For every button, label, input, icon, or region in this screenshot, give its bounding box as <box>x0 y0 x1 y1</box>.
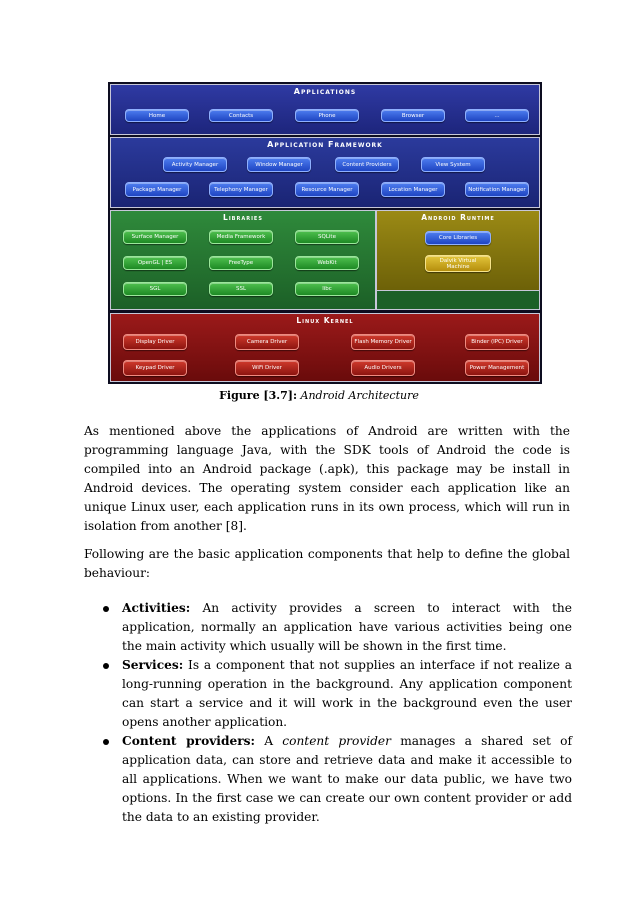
lib-webkit: WebKit <box>295 256 359 270</box>
libraries-layer <box>110 210 376 310</box>
lib-surface-manager: Surface Manager <box>123 230 187 244</box>
rt-dalvik-vm: Dalvik Virtual Machine <box>425 255 491 272</box>
paragraph-architecture: As mentioned above the applications of Android are written with the programming language Java, with the SDK tools of Android the code is compiled into an Android package (.apk), this package may be install in Android devices. The operating system consider each application like an unique Linux user, each application runs in its own process, which will run in isolation from another [8]. <box>84 424 570 533</box>
fw-telephony-manager: Telephony Manager <box>209 182 273 197</box>
bullet-dot <box>103 663 109 669</box>
android-architecture-diagram <box>108 82 542 384</box>
list-item-activities <box>100 599 572 656</box>
desc-content-providers-pre: A <box>264 734 274 748</box>
app-contacts: Contacts <box>209 109 273 122</box>
figure-caption-label: Figure [3.7]: <box>219 389 298 402</box>
rt-core-libraries: Core Libraries <box>425 231 491 245</box>
app-browser: Browser <box>381 109 445 122</box>
kernel-display-driver: Display Driver <box>123 334 187 350</box>
fw-notification-manager: Notification Manager <box>465 182 529 197</box>
app-phone: Phone <box>295 109 359 122</box>
figure-caption <box>0 389 638 402</box>
applications-layer-title: Applications <box>293 87 357 96</box>
applications-layer <box>110 84 540 135</box>
lib-sgl: SGL <box>123 282 187 296</box>
app-more: ... <box>465 109 529 122</box>
libraries-layer-extension <box>376 291 540 310</box>
libraries-layer-title: Libraries <box>223 213 263 222</box>
fw-location-manager: Location Manager <box>381 182 445 197</box>
desc-activities: An activity provides a screen to interact with the application, normally an application have various activities being one the main activity which usually will be shown in the first time. <box>122 601 572 653</box>
lib-libc: libc <box>295 282 359 296</box>
fw-activity-manager: Activity Manager <box>163 157 227 172</box>
fw-view-system: View System <box>421 157 485 172</box>
app-home: Home <box>125 109 189 122</box>
fw-package-manager: Package Manager <box>125 182 189 197</box>
bullet-dot <box>103 739 109 745</box>
fw-resource-manager: Resource Manager <box>295 182 359 197</box>
lib-freetype: FreeType <box>209 256 273 270</box>
kernel-flash-memory-driver: Flash Memory Driver <box>351 334 415 350</box>
fw-content-providers: Content Providers <box>335 157 399 172</box>
kernel-wifi-driver: WiFi Driver <box>235 360 299 376</box>
paragraph-components-intro: Following are the basic application components that help to define the global behaviour: <box>84 547 570 580</box>
runtime-layer <box>376 210 540 291</box>
kernel-power-management: Power Management <box>465 360 529 376</box>
desc-content-providers-em: content provider <box>282 734 391 748</box>
bullet-dot <box>103 606 109 612</box>
kernel-layer-title: Linux Kernel <box>296 316 354 325</box>
desc-services: Is a component that not supplies an interface if not realize a long-running operation in the background. Any application component can start a service and it will work in the background even the user opens another application. <box>122 658 572 729</box>
lib-sqlite: SQLite <box>295 230 359 244</box>
lib-media-framework: Media Framework <box>209 230 273 244</box>
lib-ssl: SSL <box>209 282 273 296</box>
kernel-audio-drivers: Audio Drivers <box>351 360 415 376</box>
kernel-keypad-driver: Keypad Driver <box>123 360 187 376</box>
kernel-layer <box>110 313 540 382</box>
components-list <box>100 599 572 827</box>
term-activities: Activities: <box>122 601 191 615</box>
term-services: Services: <box>122 658 184 672</box>
framework-layer-title: Application Framework <box>267 140 383 149</box>
fw-window-manager: Window Manager <box>247 157 311 172</box>
kernel-binder-driver: Binder (IPC) Driver <box>465 334 529 350</box>
list-item-content-providers <box>100 732 572 827</box>
figure-caption-text: Android Architecture <box>300 389 419 402</box>
list-item-services <box>100 656 572 732</box>
desc-content-providers: manages a shared set of application data, can store and retrieve data and make it accessible to all applications. When we want to make our data public, we have two options. In the first case we can create our own content provider or add the data to an existing provider. <box>122 734 572 824</box>
runtime-layer-title: Android Runtime <box>421 213 495 222</box>
kernel-camera-driver: Camera Driver <box>235 334 299 350</box>
term-content-providers: Content providers: <box>122 734 255 748</box>
lib-opengl: OpenGL | ES <box>123 256 187 270</box>
framework-layer <box>110 137 540 208</box>
